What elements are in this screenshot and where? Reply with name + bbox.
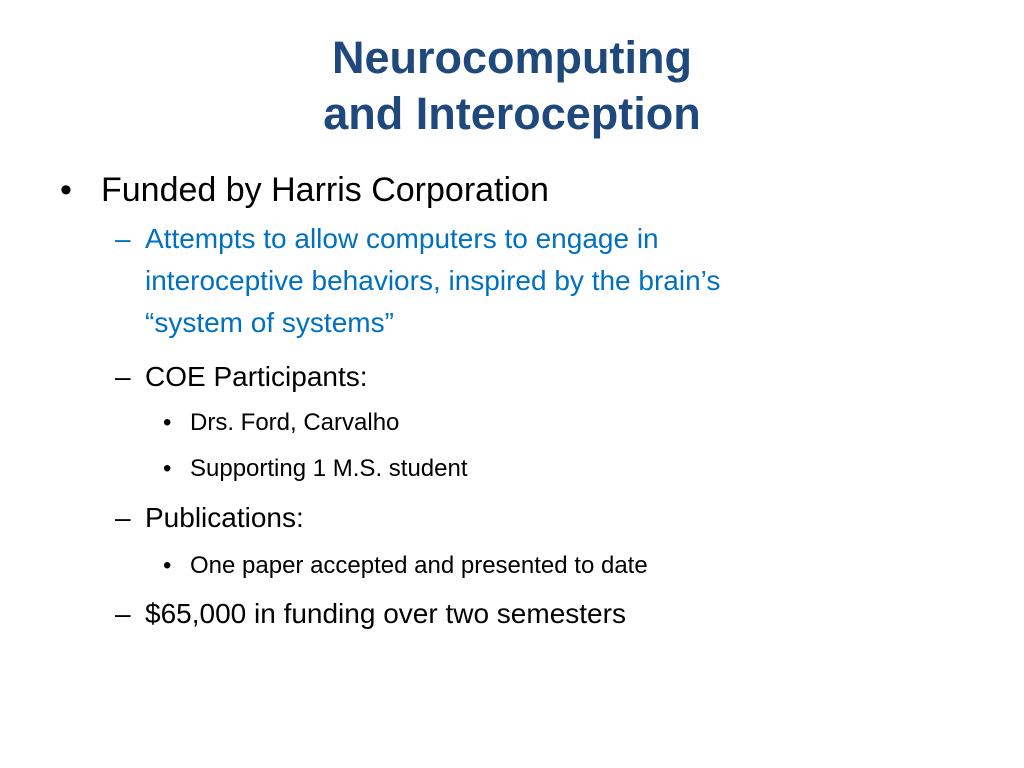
publications-paper: One paper accepted and presented to date [190, 552, 648, 579]
bullet-marker: • [163, 455, 172, 482]
dash-marker: – [115, 502, 131, 533]
coe-participants: COE Participants: [145, 361, 368, 392]
bullet-marker: • [60, 171, 72, 209]
funding-amount: $65,000 in funding over two semesters [145, 598, 626, 629]
title-line-1: Neurocomputing [332, 32, 692, 83]
attempts-line-3: “system of systems” [145, 307, 394, 338]
participants-drs: Drs. Ford, Carvalho [190, 409, 400, 436]
attempts-line-1: Attempts to allow computers to engage in [145, 223, 659, 254]
bullet-funded: Funded by Harris Corporation [101, 171, 549, 209]
participants-student: Supporting 1 M.S. student [190, 455, 468, 482]
bullet-marker: • [163, 409, 172, 436]
publications: Publications: [145, 502, 304, 533]
dash-marker: – [115, 598, 131, 629]
title-line-2: and Interoception [323, 88, 701, 139]
dash-marker: – [115, 361, 131, 392]
slide-title [0, 30, 1024, 142]
dash-marker: – [115, 223, 131, 254]
attempts-line-2: interoceptive behaviors, inspired by the brain’s [145, 265, 721, 296]
bullet-marker: • [163, 552, 172, 579]
